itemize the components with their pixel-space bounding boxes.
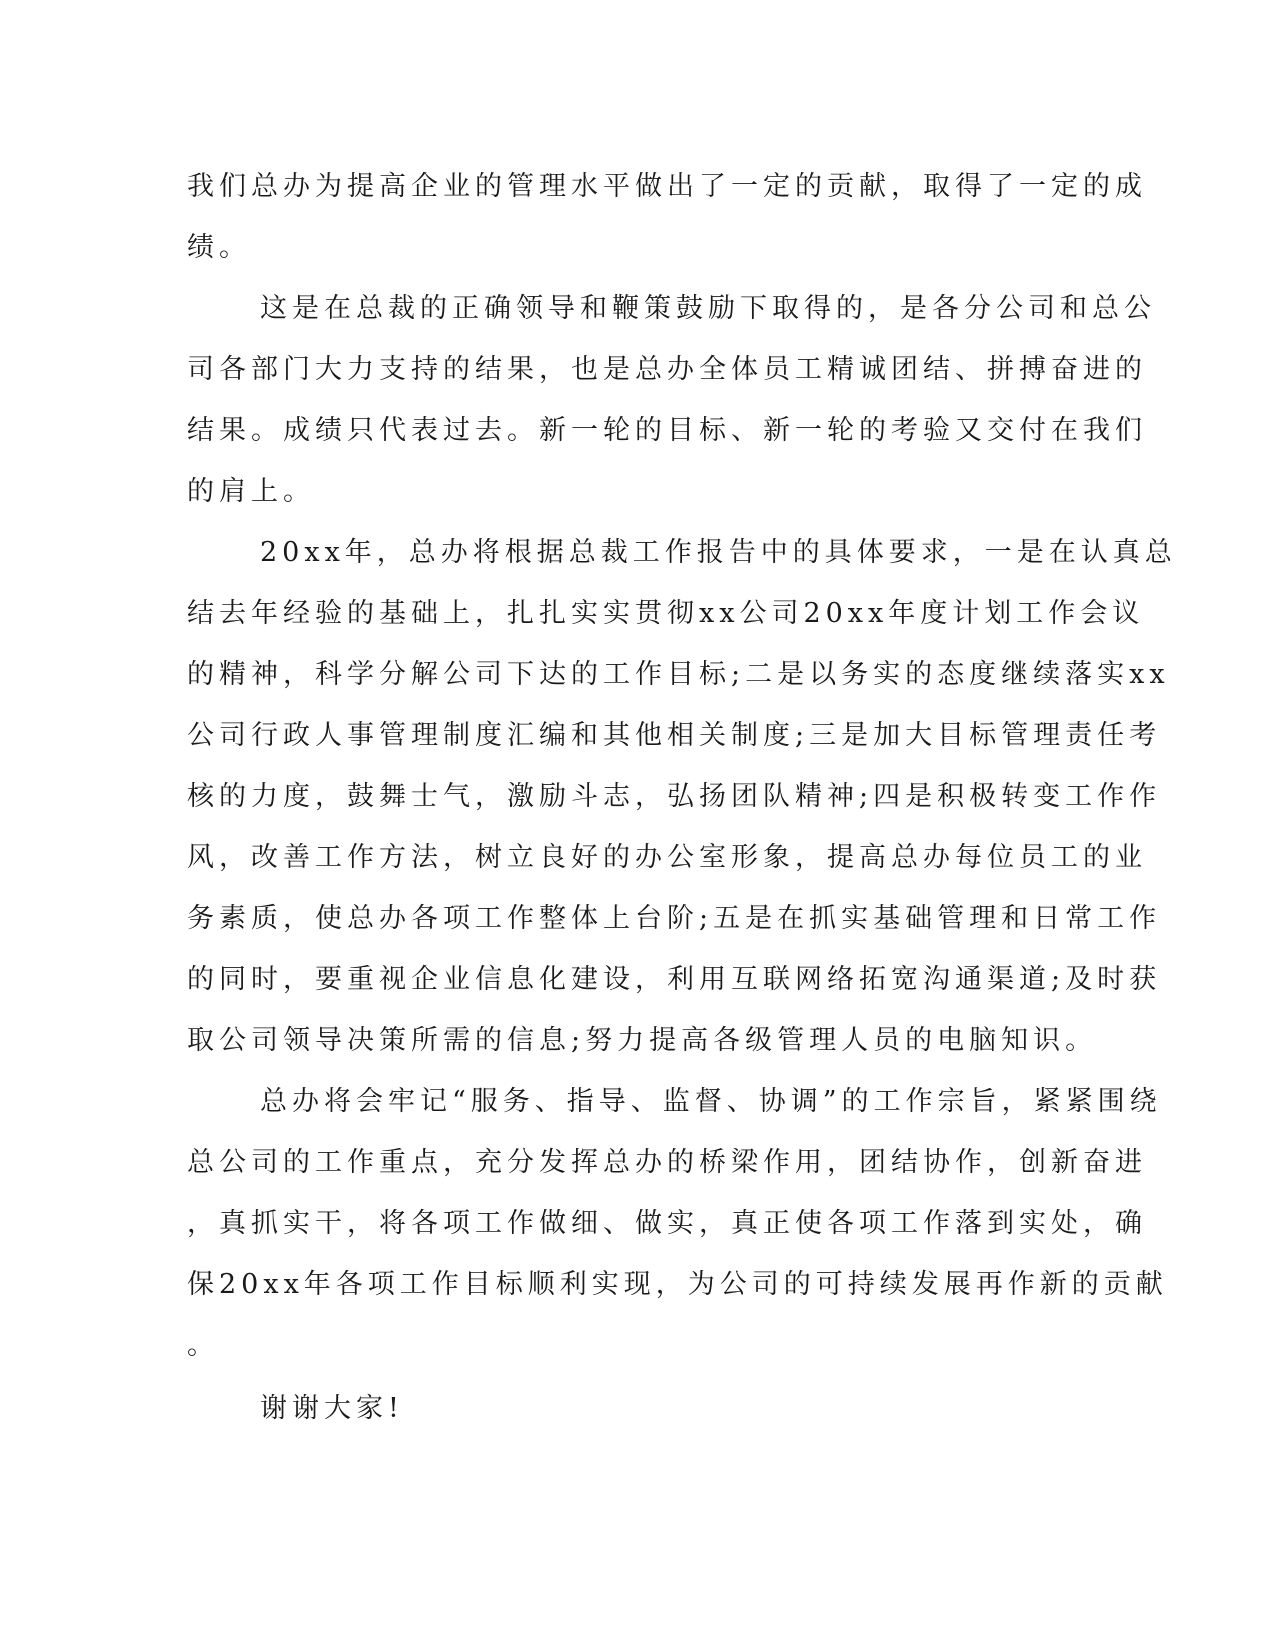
text-line: 这是在总裁的正确领导和鞭策鼓励下取得的，是各分公司和总公 (260, 293, 1156, 324)
text-line: 。 (187, 1330, 219, 1361)
text-line: 结果。成绩只代表过去。新一轮的目标、新一轮的考验又交付在我们 (187, 415, 1147, 446)
text-line: 的肩上。 (187, 476, 315, 507)
text-line: 公司行政人事管理制度汇编和其他相关制度;三是加大目标管理责任考 (187, 720, 1162, 751)
text-line: 保20xx年各项工作目标顺利实现，为公司的可持续发展再作新的贡献 (187, 1269, 1168, 1300)
text-line: 的精神，科学分解公司下达的工作目标;二是以务实的态度继续落实xx (187, 659, 1170, 690)
paragraph (187, 1071, 1168, 1376)
text-line: 的同时，要重视企业信息化建设，利用互联网络拓宽沟通渠道;及时获 (187, 964, 1162, 995)
text-line: 风，改善工作方法，树立良好的办公室形象，提高总办每位员工的业 (187, 842, 1147, 873)
text-line: 总办将会牢记“服务、指导、监督、协调”的工作宗旨，紧紧围绕 (260, 1086, 1162, 1117)
closing-text: 谢谢大家! (260, 1393, 404, 1424)
text-line: 核的力度，鼓舞士气，激励斗志，弘扬团队精神;四是积极转变工作作 (187, 781, 1162, 812)
text-line: 务素质，使总办各项工作整体上台阶;五是在抓实基础管理和日常工作 (187, 903, 1162, 934)
text-line: 取公司领导决策所需的信息;努力提高各级管理人员的电脑知识。 (187, 1025, 1098, 1056)
document-body (187, 156, 1177, 1439)
text-line: 我们总办为提高企业的管理水平做出了一定的贡献，取得了一定的成 (187, 171, 1147, 202)
text-line: 总公司的工作重点，充分发挥总办的桥梁作用，团结协作，创新奋进 (187, 1147, 1147, 1178)
text-line: 结去年经验的基础上，扎扎实实贯彻xx公司20xx年度计划工作会议 (187, 598, 1145, 629)
paragraph (187, 522, 1177, 1071)
paragraph (187, 278, 1156, 522)
text-line: ，真抓实干，将各项工作做细、做实，真正使各项工作落到实处，确 (187, 1208, 1147, 1239)
closing-paragraph (187, 1378, 1067, 1439)
text-line: 20xx年，总办将根据总裁工作报告中的具体要求，一是在认真总 (260, 537, 1177, 568)
text-line: 司各部门大力支持的结果，也是总办全体员工精诚团结、拼搏奋进的 (187, 354, 1147, 385)
text-line: 绩。 (187, 232, 251, 263)
paragraph (187, 156, 1147, 278)
